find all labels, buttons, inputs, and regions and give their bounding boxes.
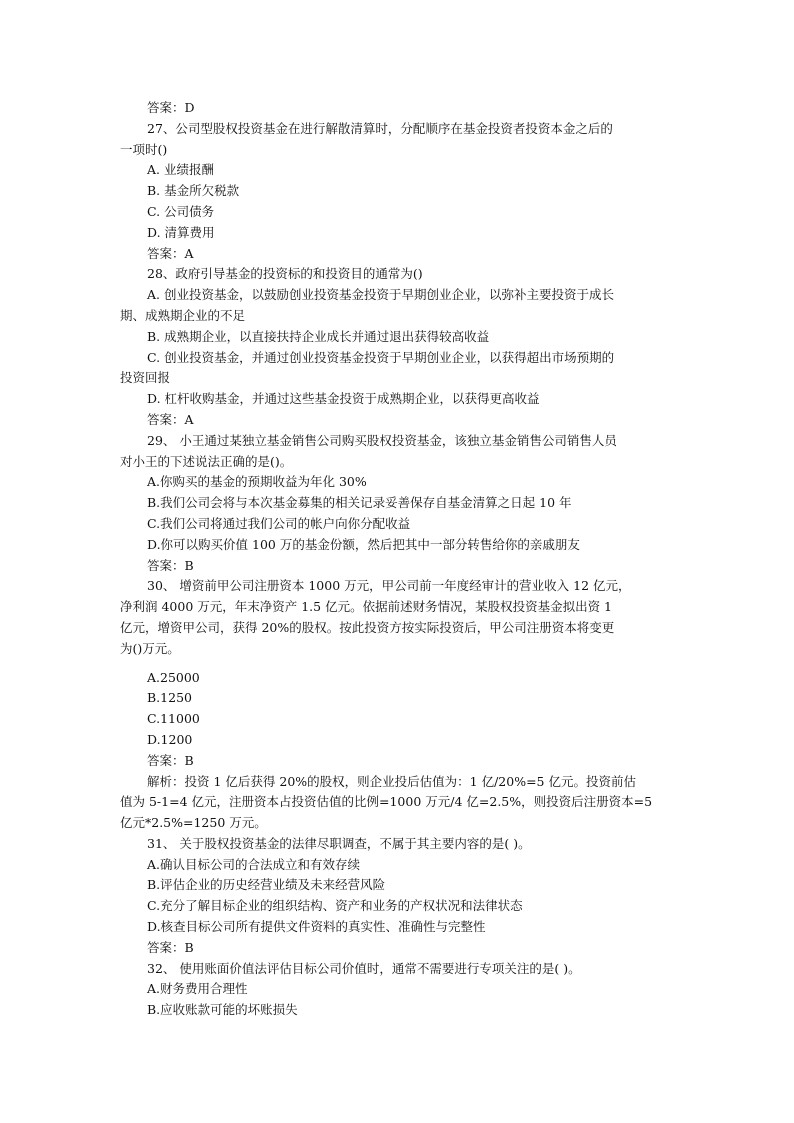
option-line: A. 创业投资基金，以鼓励创业投资基金投资于早期创业企业，以弥补主要投资于成长 [147,287,614,303]
question-28: 28、政府引导基金的投资标的和投资目的通常为() [147,266,423,282]
question-29-cont: 对小王的下述说法正确的是()。 [120,453,293,469]
question-29: 29、 小王通过某独立基金销售公司购买股权投资基金，该独立基金销售公司销售人员 [147,432,617,448]
option-line: A. 业绩报酬 [147,162,214,178]
option-line: D. 清算费用 [147,224,215,240]
question-30-cont: 净利润 4000 万元，年末净资产 1.5 亿元。依据前述财务情况，某股权投资基金拟出资 1 [120,599,613,615]
option-line: B.1250 [147,690,192,706]
question-30: 30、 增资前甲公司注册资本 1000 万元，甲公司前一年度经审计的营业收入 12 亿元， [147,578,631,594]
option-line: C. 公司债务 [147,203,215,219]
option-line: A.财务费用合理性 [147,981,248,997]
answer-line: 答案：B [147,752,194,768]
option-line: C.我们公司将通过我们公司的帐户向你分配收益 [147,515,411,531]
option-line: C. 创业投资基金，并通过创业投资基金投资于早期创业企业，以获得超出市场预期的 [147,349,615,365]
option-line-cont: 投资回报 [120,370,171,386]
option-line: B. 成熟期企业，以直接扶持企业成长并通过退出获得较高收益 [147,328,490,344]
option-line: B.我们公司会将与本次基金募集的相关记录妥善保存自基金清算之日起 10 年 [147,495,572,511]
answer-line: 答案：A [147,411,194,427]
option-line: A.确认目标公司的合法成立和有效存续 [147,856,361,872]
document-body [120,98,680,1021]
question-27: 27、公司型股权投资基金在进行解散清算时，分配顺序在基金投资者投资本金之后的 [147,120,613,136]
answer-line: 答案：B [147,557,194,573]
question-27-cont: 一项时() [120,141,168,157]
option-line: D.1200 [147,731,193,747]
option-line: A.你购买的基金的预期收益为年化 30% [147,474,367,490]
answer-line: 答案：B [147,939,194,955]
option-line: B. 基金所欠税款 [147,183,240,199]
option-line: D.核查目标公司所有提供文件资料的真实性、准确性与完整性 [147,919,486,935]
question-30-cont: 亿元，增资甲公司，获得 20%的股权。按此投资方按实际投资后，甲公司注册资本将变更 [120,619,615,635]
option-line-cont: 期、成熟期企业的不足 [120,307,246,323]
answer-line: 答案：A [147,245,194,261]
question-30-cont: 为()万元。 [120,640,180,656]
analysis-cont: 亿元*2.5%=1250 万元。 [120,815,267,831]
option-line: B.评估企业的历史经营业绩及未来经营风险 [147,877,386,893]
option-line: C.11000 [147,711,200,727]
option-line: B.应收账款可能的坏账损失 [147,1002,298,1018]
option-line: D. 杠杆收购基金，并通过这些基金投资于成熟期企业，以获得更高收益 [147,391,540,407]
option-line: A.25000 [147,669,200,685]
analysis: 解析：投资 1 亿后获得 20%的股权，则企业投后估值为：1 亿/20%=5 亿元。投资前估 [147,773,636,789]
option-line: C.充分了解目标企业的组织结构、资产和业务的产权状况和法律状态 [147,898,523,914]
option-line: D.你可以购买价值 100 万的基金份额，然后把其中一部分转售给你的亲戚朋友 [147,536,580,552]
answer-line: 答案：D [147,100,195,115]
question-32: 32、 使用账面价值法评估目标公司价值时，通常不需要进行专项关注的是( )。 [147,960,581,976]
analysis-cont: 值为 5-1=4 亿元，注册资本占投资估值的比例=1000 万元/4 亿=2.5%，则投资后注册资本=5 [120,794,653,810]
question-31: 31、 关于股权投资基金的法律尽职调查，不属于其主要内容的是( )。 [147,835,531,851]
